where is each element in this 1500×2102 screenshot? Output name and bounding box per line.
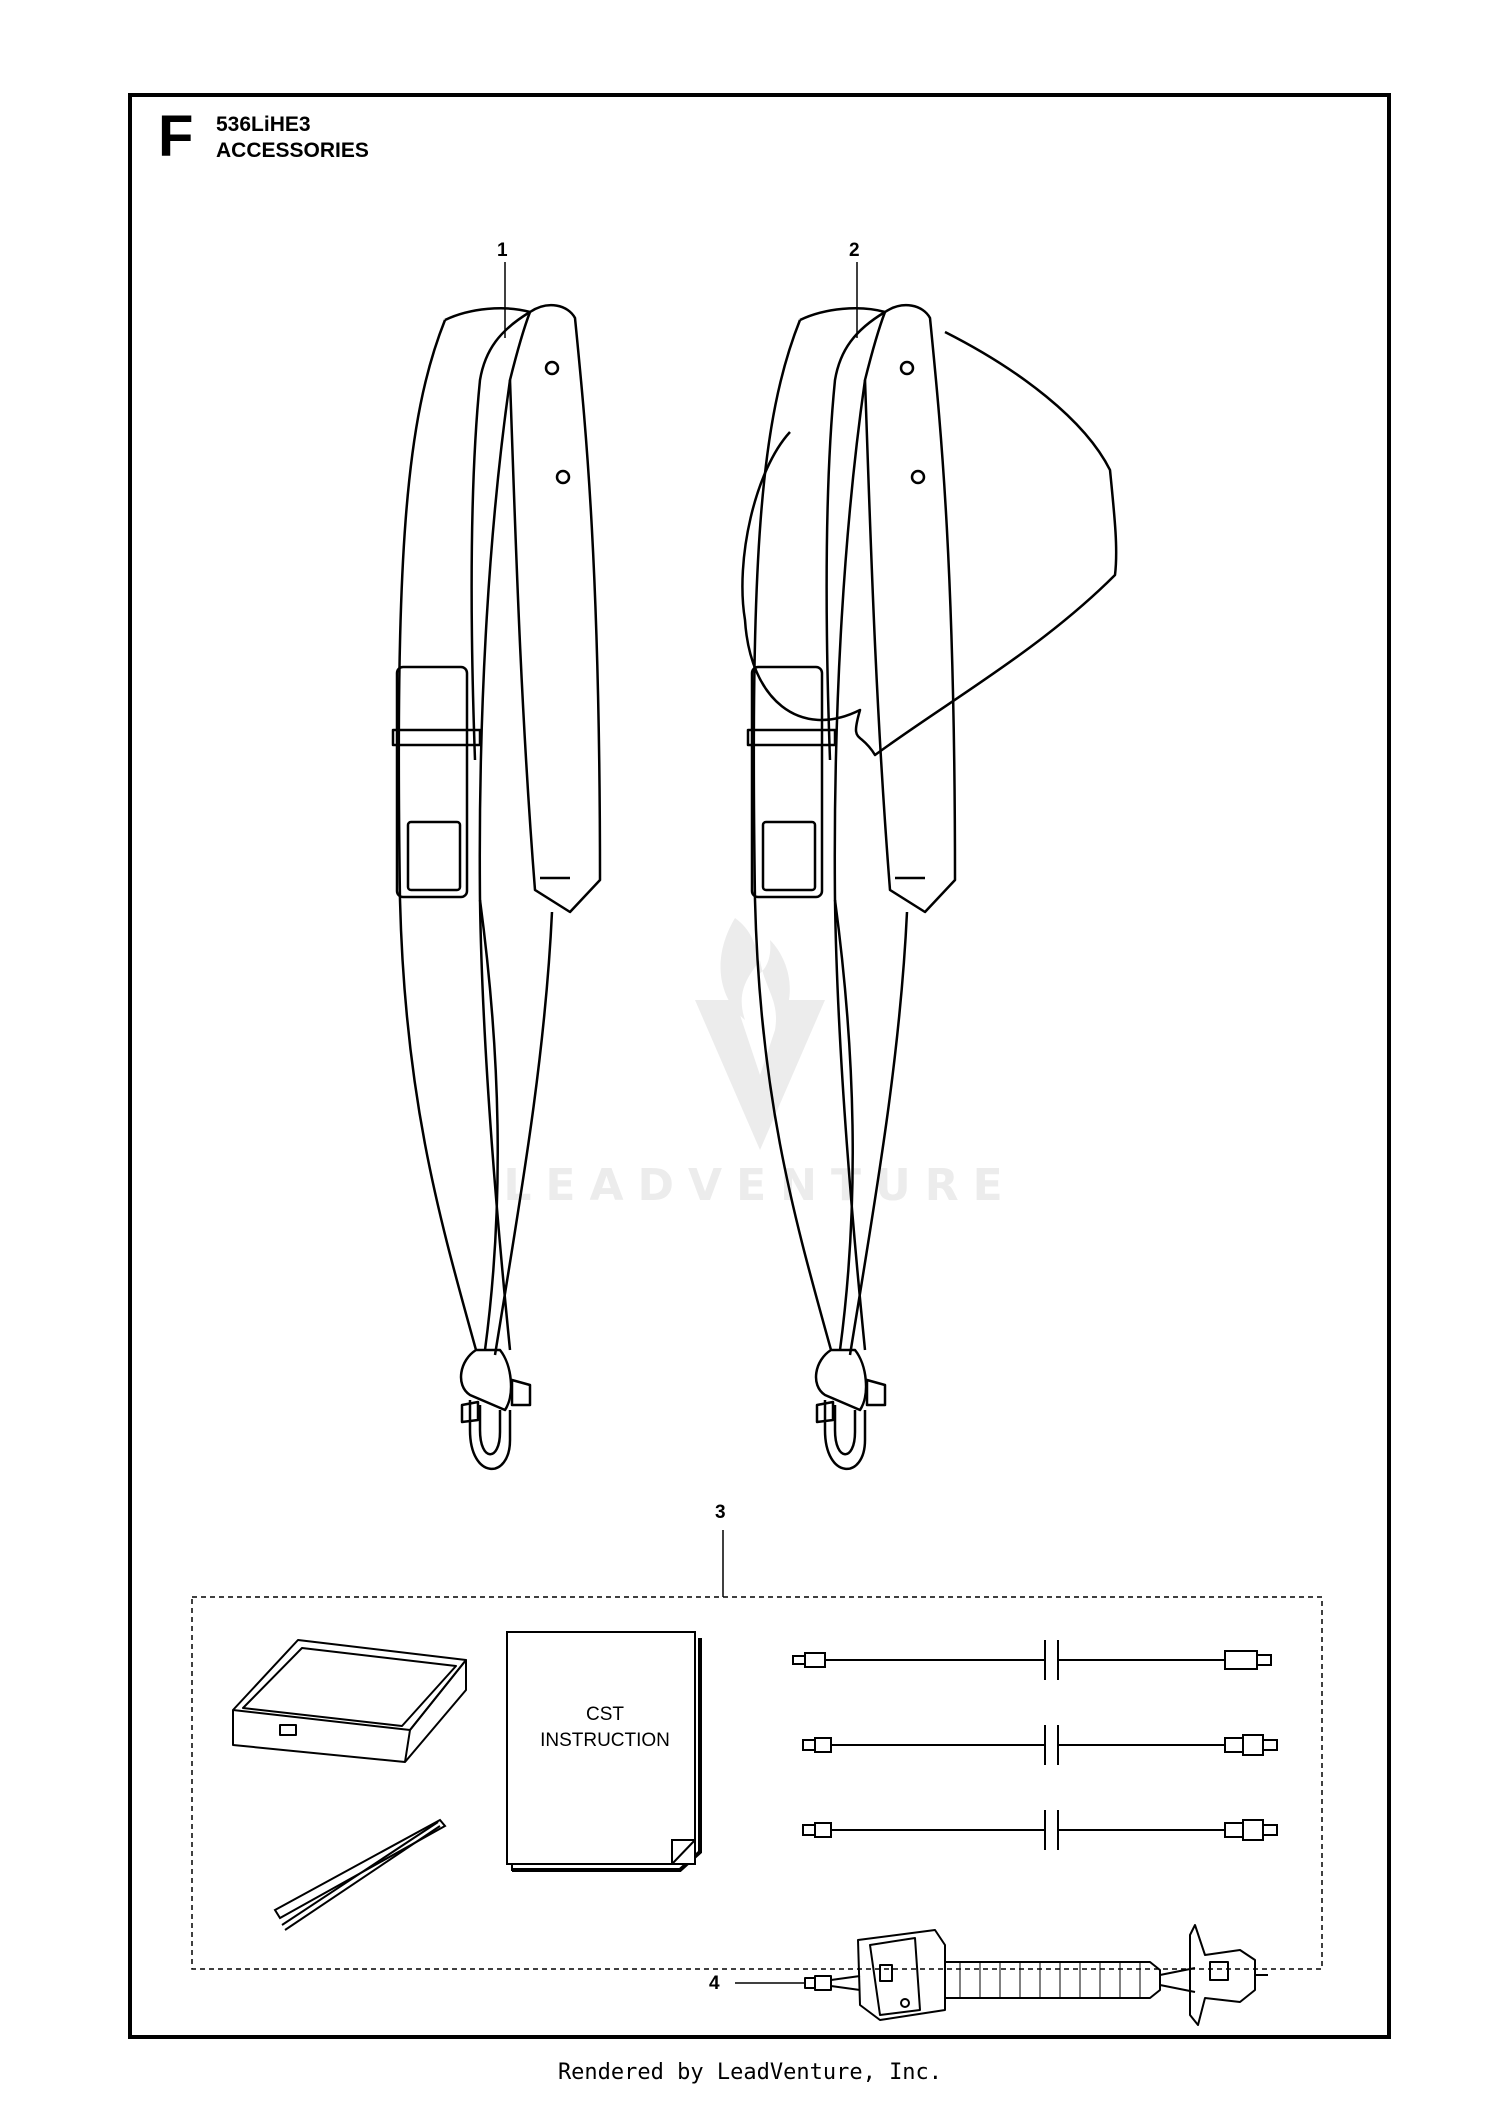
cable-3-icon (803, 1810, 1277, 1850)
watermark-text: LEADVENTURE (503, 1160, 1017, 1211)
callout-1: 1 (497, 240, 508, 261)
callout-2: 2 (849, 240, 860, 261)
harness-strap-2-icon (742, 305, 1116, 1469)
cable-1-icon (793, 1640, 1271, 1680)
tweezers-icon (275, 1820, 445, 1930)
kit-dashed-box (192, 1597, 1322, 1969)
watermark-logo-icon (695, 918, 825, 1150)
callout-4: 4 (709, 1973, 720, 1994)
footer-credit: Rendered by LeadVenture, Inc. (557, 2060, 943, 2085)
cable-2-icon (803, 1725, 1277, 1765)
model-number: 536LiHE3 (216, 113, 311, 136)
wire-harness-icon (805, 1925, 1268, 2025)
battery-case-icon (233, 1640, 466, 1762)
instruction-manual-icon (507, 1632, 700, 1870)
manual-title-line2: INSTRUCTION (540, 1730, 670, 1751)
callout-3: 3 (715, 1502, 726, 1523)
manual-title-line1: CST (586, 1704, 624, 1725)
harness-strap-1-icon (393, 305, 600, 1469)
section-letter: F (158, 104, 194, 169)
diagram-title: ACCESSORIES (216, 139, 369, 162)
